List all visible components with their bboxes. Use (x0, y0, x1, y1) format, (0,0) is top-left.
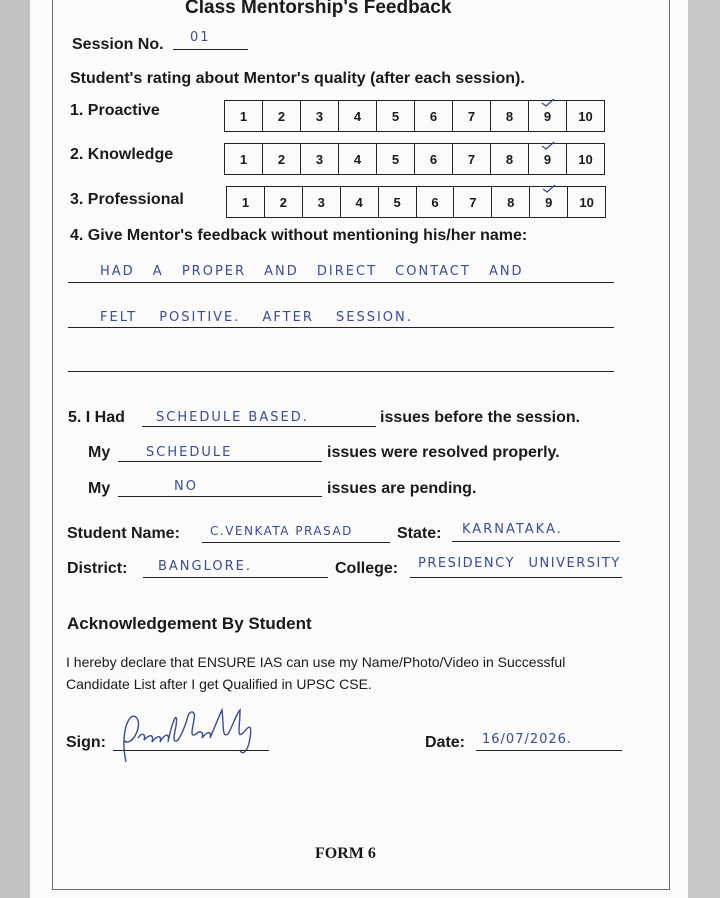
feedback-rule-1 (68, 282, 614, 283)
issues-had-suffix: issues before the session. (380, 409, 581, 426)
rating-number: 10 (578, 151, 593, 167)
rating-cell[interactable] (377, 144, 415, 174)
state-line (452, 541, 620, 542)
issues-pending-suffix: issues are pending. (327, 480, 477, 497)
rating-cell[interactable] (453, 144, 491, 174)
rating-cell[interactable] (377, 101, 415, 131)
rating-cell[interactable] (225, 101, 263, 131)
issues-resolved-value: SCHEDULE (146, 445, 233, 460)
rating-number: 4 (353, 108, 362, 124)
rating-cell[interactable] (339, 101, 377, 131)
session-line (173, 49, 248, 50)
issues-resolved-prefix: My (88, 444, 111, 461)
issues-had-prefix: 5. I Had (68, 409, 125, 426)
rating-number: 4 (355, 194, 363, 210)
student-name-value: C.VENKATA PRASAD (210, 524, 353, 538)
issues-pending-line (118, 496, 322, 497)
session-label: Session No. (72, 36, 164, 53)
rating-cell[interactable] (225, 144, 263, 174)
session-value: 01 (190, 30, 211, 45)
tick-mark-icon (541, 183, 557, 195)
rating-number: 1 (239, 151, 248, 167)
rating-cell[interactable] (303, 187, 341, 217)
sign-line (113, 750, 269, 751)
issues-resolved-line (118, 461, 322, 462)
rating-label-professional: 3. Professional (70, 191, 184, 208)
rating-cell[interactable] (530, 187, 568, 217)
rating-cell[interactable] (568, 187, 605, 217)
rating-cell[interactable] (265, 187, 303, 217)
rating-cell[interactable] (453, 101, 491, 131)
form-title: Class Mentorship's Feedback (185, 0, 452, 18)
college-line (410, 577, 622, 578)
district-label: District: (67, 560, 128, 577)
rating-number: 2 (277, 151, 286, 167)
issues-pending-value: NO (174, 479, 198, 494)
rating-cell[interactable] (529, 144, 567, 174)
rating-number: 3 (317, 194, 325, 210)
issues-had-line (142, 426, 376, 427)
college-value: PRESIDENCY UNIVERSITY (418, 556, 621, 571)
rating-number: 4 (353, 151, 362, 167)
feedback-rule-2 (68, 327, 614, 328)
student-name-line (202, 542, 390, 543)
state-label: State: (397, 525, 442, 542)
feedback-rule-3 (68, 371, 614, 372)
rating-cell[interactable] (567, 101, 604, 131)
signature (116, 704, 266, 774)
rating-cell[interactable] (529, 101, 567, 131)
district-line (143, 577, 328, 578)
rating-number: 8 (505, 108, 514, 124)
rating-cell[interactable] (417, 187, 455, 217)
issues-resolved-suffix: issues were resolved properly. (327, 444, 560, 461)
rating-scale-knowledge[interactable] (224, 143, 605, 175)
rating-number: 7 (467, 151, 476, 167)
tick-mark-icon (540, 140, 556, 152)
tick-mark-icon (540, 97, 556, 109)
rating-number: 2 (277, 108, 286, 124)
rating-scale-proactive[interactable] (224, 100, 605, 132)
date-value: 16/07/2026. (482, 732, 573, 747)
date-line (476, 750, 622, 751)
rating-cell[interactable] (491, 144, 529, 174)
rating-number: 7 (469, 194, 477, 210)
feedback-line-2: FELT POSITIVE. AFTER SESSION. (100, 310, 413, 325)
rating-cell[interactable] (415, 101, 453, 131)
rating-number: 1 (239, 108, 248, 124)
rating-scale-professional[interactable] (226, 186, 606, 218)
rating-cell[interactable] (227, 187, 265, 217)
rating-number: 8 (507, 194, 515, 210)
rating-number: 3 (315, 151, 324, 167)
rating-cell[interactable] (301, 101, 339, 131)
rating-number: 3 (315, 108, 324, 124)
rating-cell[interactable] (263, 144, 301, 174)
student-name-label: Student Name: (67, 525, 180, 542)
rating-number: 6 (429, 151, 438, 167)
rating-cell[interactable] (415, 144, 453, 174)
rating-label-knowledge: 2. Knowledge (70, 146, 174, 163)
rating-number: 7 (467, 108, 476, 124)
acknowledgement-line-2: Candidate List after I get Qualified in UPSC CSE. (66, 676, 372, 692)
rating-cell[interactable] (491, 101, 529, 131)
issues-pending-prefix: My (88, 480, 111, 497)
sign-label: Sign: (66, 734, 106, 751)
acknowledgement-line-1: I hereby declare that ENSURE IAS can use my Name/Photo/Video in Successful (66, 654, 566, 670)
rating-cell[interactable] (263, 101, 301, 131)
rating-number: 9 (543, 151, 552, 167)
rating-cell[interactable] (454, 187, 492, 217)
rating-number: 5 (391, 151, 400, 167)
rating-number: 8 (505, 151, 514, 167)
rating-label-proactive: 1. Proactive (70, 102, 160, 119)
rating-heading: Student's rating about Mentor's quality (after each session). (70, 70, 525, 87)
college-label: College: (335, 560, 399, 577)
rating-cell[interactable] (339, 144, 377, 174)
rating-number: 2 (279, 194, 287, 210)
feedback-line-1: HAD A PROPER AND DIRECT CONTACT AND (100, 264, 524, 279)
district-value: BANGLORE. (158, 559, 253, 574)
rating-number: 1 (241, 194, 250, 210)
rating-number: 10 (578, 108, 593, 124)
acknowledgement-heading: Acknowledgement By Student (67, 614, 312, 633)
rating-number: 9 (545, 194, 553, 210)
rating-cell[interactable] (301, 144, 339, 174)
rating-number: 5 (393, 194, 401, 210)
left-background (0, 0, 30, 898)
rating-number: 9 (543, 108, 552, 124)
rating-cell[interactable] (492, 187, 530, 217)
rating-number: 6 (429, 108, 438, 124)
feedback-label: 4. Give Mentor's feedback without mentioning his/her name: (70, 227, 528, 244)
rating-number: 5 (391, 108, 400, 124)
issues-had-value: SCHEDULE BASED. (156, 410, 309, 425)
right-background (688, 0, 720, 898)
state-value: KARNATAKA. (462, 522, 563, 537)
form-number: FORM 6 (315, 845, 376, 862)
rating-number: 6 (431, 194, 439, 210)
rating-cell[interactable] (341, 187, 379, 217)
rating-number: 10 (579, 194, 594, 210)
rating-cell[interactable] (379, 187, 417, 217)
rating-cell[interactable] (567, 144, 604, 174)
date-label: Date: (425, 734, 466, 751)
